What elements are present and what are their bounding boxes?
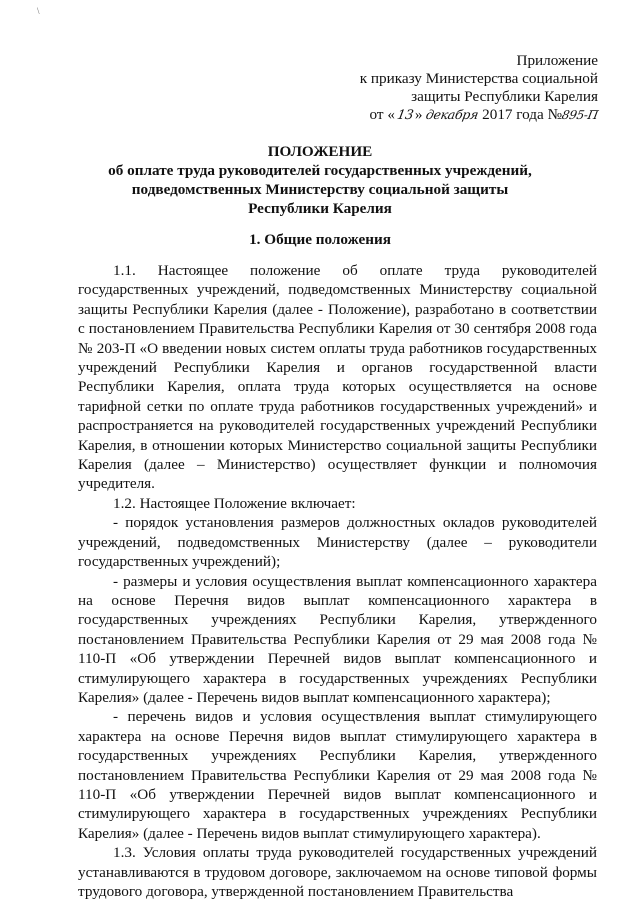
handwritten-month: декабря [425,107,480,122]
document-title [80,142,560,218]
document-body [78,261,597,901]
order-reference: к приказу Министерства социальной [359,70,598,87]
title-line-3: подведомственных Министерству социальной защиты [131,181,509,198]
order-date-line [300,106,598,125]
date-prefix: от « [369,106,395,123]
handwritten-order-number: 895-П [560,108,600,122]
ministry-name: защиты Республики Карелия [411,88,598,105]
section-heading: 1. Общие положения [249,231,391,248]
year-text: 2017 года № [482,106,563,123]
paragraph-1-3: 1.3. Условия оплаты труда руководителей государственных учреждений устанавливаются в трудовом договоре, заключаемом на основе типовой формы трудового договора, утвержденной постановлением Правительства [78,844,597,900]
paragraph-1-1: 1.1. Настоящее положение об оплате труда руководителей государственных учреждений, подведомственных Министерству социальной защиты Республики Карелия (далее - Положение), разработано в соответствии с постановлением Правительства Республики Карелия от 30 сентября 2008 года № 203-П «О введении новых систем оплаты труда работников государственных учреждений Республики Карелия и органов государственной власти Республики Карелия, оплата труда которых осуществляется на основе тарифной сетки по оплате труда работников государственных учреждений» и распространяется на руководителей государственных учреждений Республики Карелия, в отношении которых Министерство социальной защиты Республики Карелия (далее – Министерство) осуществляет функции и полномочия учредителя. [78,262,597,493]
paragraph-list-item-3: - перечень видов и условия осуществления выплат стимулирующего характера на основе Перечня видов выплат стимулирующего характера в государственных учреждениях Республики Карелия, утвержденного постановлением Правительства Республики Карелия от 29 мая 2008 года № 110-П «Об утверждении Перечней видов выплат компенсационного и стимулирующего характера в государственных учреждениях Республики Карелия» (далее - Перечень видов выплат стимулирующего характера). [78,708,597,842]
handwritten-day: 13 [395,108,415,123]
title-line-1: ПОЛОЖЕНИЕ [267,143,373,160]
paragraph-list-item-2: - размеры и условия осуществления выплат компенсационного характера на основе Перечня видов выплат компенсационного характера в государственных учреждениях Республики Карелия, утвержденного постановлением Правительства Республики Карелия от 29 мая 2008 года № 110-П «Об утверждении Перечней видов выплат компенсационного и стимулирующего характера в государственных учреждениях Республики Карелия» (далее - Перечень видов выплат компенсационного характера); [78,572,597,706]
corner-mark: \ [37,6,40,16]
appendix-label: Приложение [516,52,598,69]
title-line-4: Республики Карелия [248,200,392,217]
quote-close: » [414,106,423,123]
title-line-2: об оплате труда руководителей государственных учреждений, [108,162,532,179]
paragraph-list-item-1: - порядок установления размеров должностных окладов руководителей учреждений, подведомственных Министерству (далее – руководители государственных учреждений); [78,514,597,571]
paragraph-1-2: 1.2. Настоящее Положение включает: [113,494,356,512]
approval-header [300,52,598,125]
